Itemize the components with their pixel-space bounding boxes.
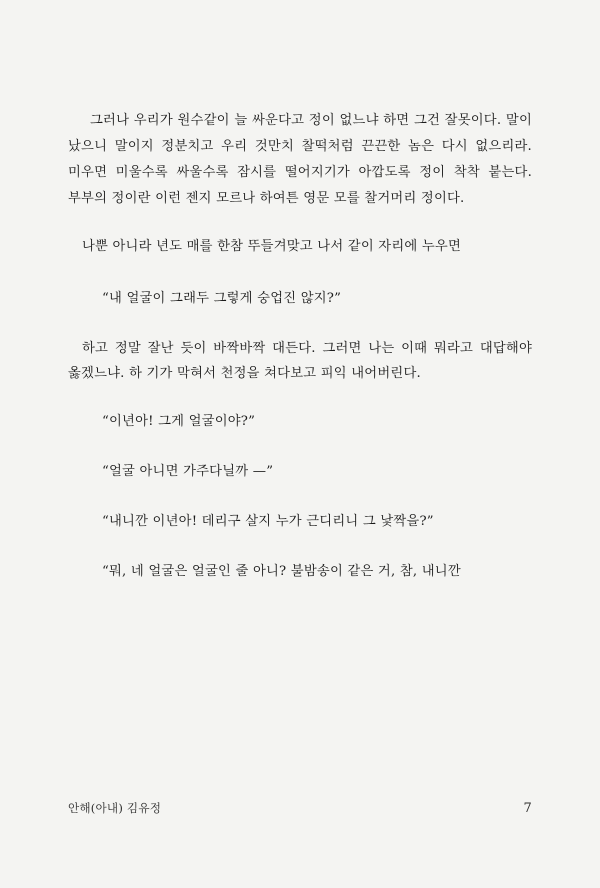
- page-number: 7: [523, 801, 532, 816]
- paragraph: 그러나 우리가 원수같이 늘 싸운다고 정이 없느냐 하면 그건 잘못이다. 말이 났으니 말이지 정분치고 우리 것만치 찰떡처럼 끈끈한 놈은 다시 없으리라. 미우면 미울수록 싸울수록 잠시를 떨어지기가 아깝도록 정이 착착 붙는다. 부부의 정이란 이런 젠지 모르나 하여튼 영문 모를 찰거머리 정이다.: [68, 113, 532, 206]
- dialogue-line: “내 얼굴이 그래두 그렇게 숭업진 않지?”: [102, 290, 342, 306]
- paragraph: 하고 정말 잘난 듯이 바짝바짝 대든다. 그러면 나는 이때 뭐라고 대답해야 옳겠느냐. 하 기가 막혀서 천정을 쳐다보고 피익 내어버린다.: [68, 340, 532, 382]
- dialogue-line: “얼굴 아니면 가주다닐까 —”: [102, 464, 274, 480]
- page-footer: [68, 800, 532, 816]
- page-text-body: [68, 108, 532, 585]
- paragraph: 나뿐 아니라 년도 매를 한참 뚜들겨맞고 나서 같이 자리에 누우면: [82, 238, 462, 254]
- dialogue-line: “내니깐 이년아! 데리구 살지 누가 근디리니 그 낯짝을?”: [102, 514, 434, 530]
- dialogue-line: “뭐, 네 얼굴은 얼굴인 줄 아니? 불밤송이 같은 거, 참, 내니깐: [102, 564, 461, 580]
- dialogue-line: “이년아! 그게 얼굴이야?”: [102, 414, 256, 430]
- footer-title: 안해(아내) 김유정: [68, 801, 162, 815]
